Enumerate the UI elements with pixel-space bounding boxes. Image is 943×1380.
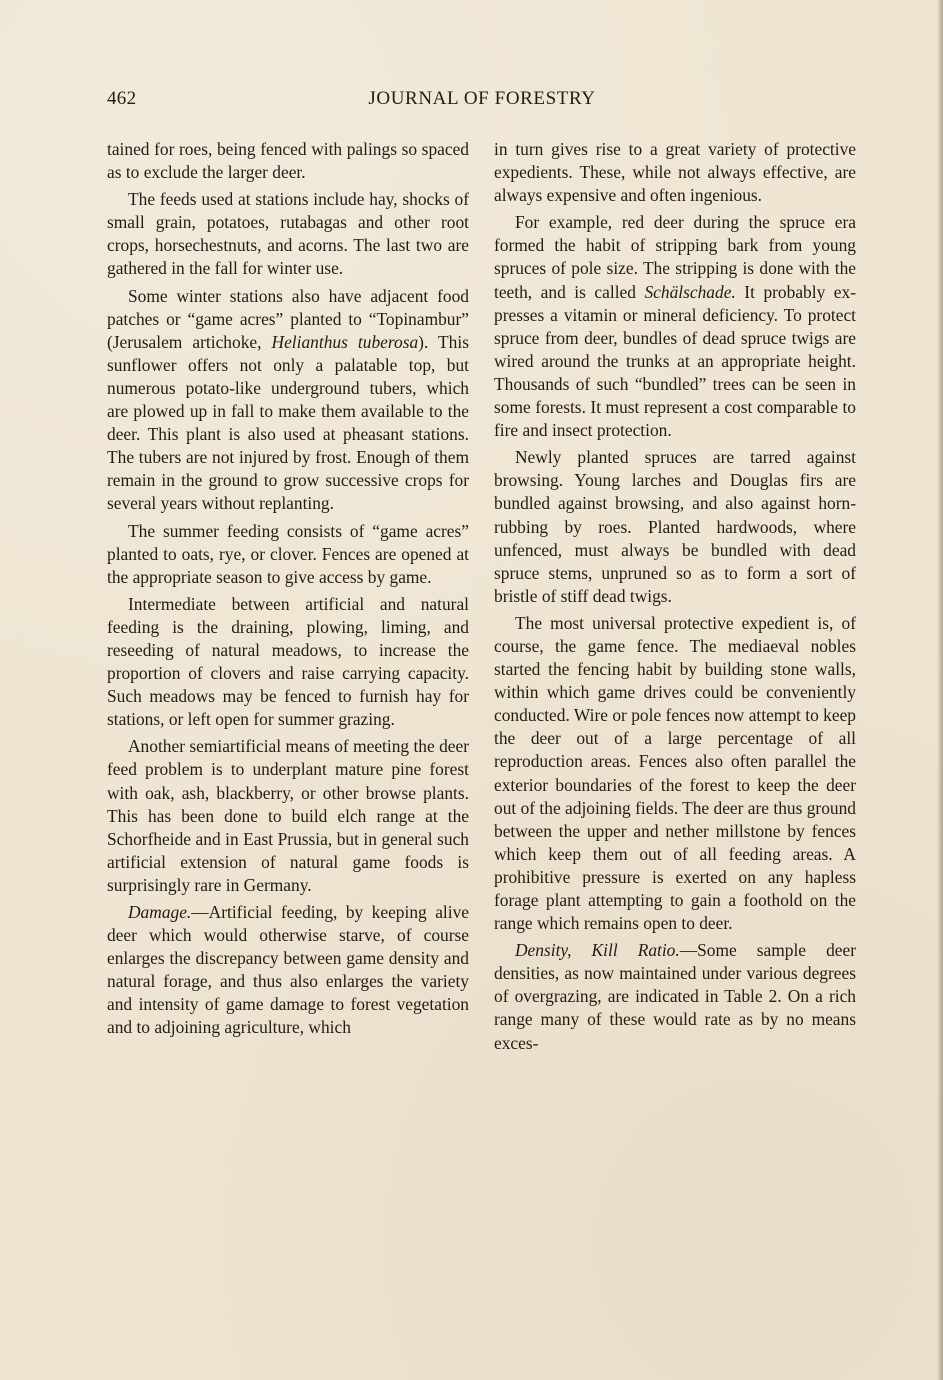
journal-title: JOURNAL OF FORESTRY [368, 88, 596, 109]
paragraph: Intermediate between artificial and natural feeding is the draining, plowing, liming, and reseeding of natural meadows, to increase the proportion of clovers and raise carrying capacity. Such meadows may be fenced to furnish hay for stations, or left open for summer grazing. [107, 593, 469, 730]
paragraph: in turn gives rise to a great variety of protective expedients. These, while not always effective, are always expensive and often ingenious. [494, 139, 856, 206]
paragraph: tained for roes, being fenced with palings so spaced as to exclude the larger deer. [107, 139, 469, 183]
paragraph [107, 901, 469, 1040]
paragraph: Another semiartificial means of meeting the deer feed problem is to underplant mature pine forest with oak, ash, blackberry, or other browse plants. This has been done to build elch range at the Schorfheide and in East Prussia, but in general such artificial extension of natural game foods is surprisingly rare in Germany. [107, 736, 469, 895]
paragraph-text: ). This sunflower offers not only a palatable top, but numerous potato-like underground tubers, which are plowed up in fall to make them available to the deer. This plant is also used at pheasant stations. The tubers are not injured by frost. Enough of them remain in the ground to grow successive crops for several years without replanting. [107, 331, 469, 514]
paragraph-text: —Artificial feeding, by keeping alive deer which would otherwise starve, of course enlarges the discrepancy between game density and natural forage, and thus also enlarges the variety and intensity of game damage to forest vegetation and to adjoining agriculture, which [107, 902, 469, 1038]
paragraph-text: It probably expresses a vitamin or mineral deficiency. To protect spruce from deer, bundles of dead spruce twigs are wired around the trunks at an appropriate height. Thousands of such “bundled” trees can be seen in some forests. It must represent a cost comparable to fire and insect protection. [494, 281, 856, 441]
paragraph: The most universal protective expedient is, of course, the game fence. The mediaeval nobles started the fencing habit by building stone walls, within which game drives could be conveniently conducted. Wire or pole fences now attempt to keep the deer out of a large percentage of all reproduction areas. Fences also often parallel the exterior boundaries of the forest to keep the deer out of the adjoining fields. The deer are thus ground between the upper and nether millstone by fences which keep them out of all feeding areas. A prohibitive pressure is exerted on any hapless forage plant attempting to gain a foothold on the range which remains open to deer. [494, 612, 856, 934]
species-name: Helianthus tuberosa [271, 331, 419, 352]
right-column [494, 138, 856, 1059]
paragraph [107, 285, 469, 516]
term-italic: Schälschade. [644, 281, 736, 302]
paragraph [494, 939, 856, 1054]
section-heading: Damage. [128, 902, 192, 922]
running-header [107, 88, 857, 114]
section-heading: Density, Kill Ratio. [515, 940, 680, 961]
paragraph: The summer feeding consists of “game acres” planted to oats, rye, or clover. Fences are opened at the appropriate season to give access by game. [107, 520, 469, 587]
paragraph-text: Some winter stations also have adjacent food patches or “game acres” planted to “Topinambur” (Jerusalem artichoke, [107, 285, 469, 352]
page-edge-shadow [937, 0, 943, 1380]
paragraph [494, 211, 856, 442]
left-column [107, 138, 469, 1044]
paragraph-text: For example, red deer during the spruce era formed the habit of stripping bark from young spruces of pole size. The stripping is done with the teeth, and is called [494, 212, 856, 302]
paragraph: The feeds used at stations include hay, shocks of small grain, potatoes, rutabagas and other root crops, horsechestnuts, and acorns. The last two are gathered in the fall for winter use. [107, 189, 469, 279]
paragraph-text: —Some sample deer densities, as now maintained under various degrees of overgrazing, are indicated in Table 2. On a rich range many of these would rate as by no means exces- [494, 940, 856, 1053]
paragraph: Newly planted spruces are tarred against browsing. Young larches and Douglas firs are bundled against browsing, and also against horn-rubbing by roes. Planted hardwoods, where unfenced, must always be bundled with dead spruce stems, unpruned so as to form a sort of bristle of stiff dead twigs. [494, 447, 856, 606]
page-number: 462 [107, 88, 137, 109]
